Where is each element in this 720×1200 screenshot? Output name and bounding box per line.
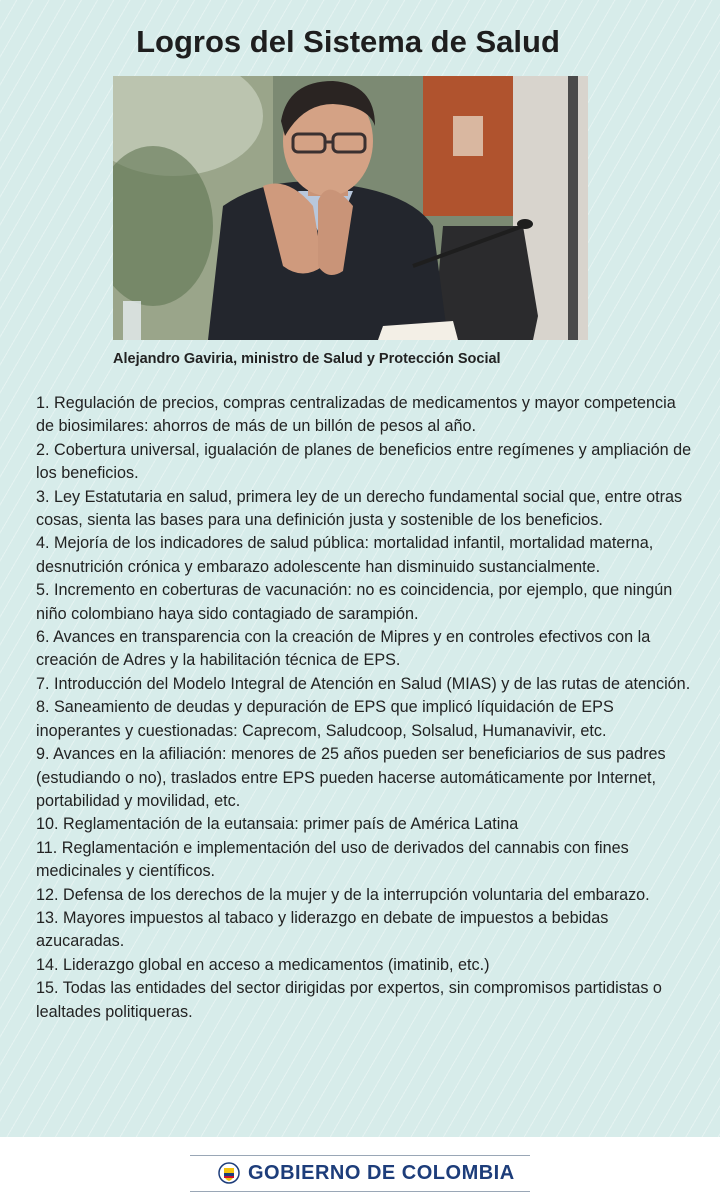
achievements-list xyxy=(36,392,696,1024)
photo-caption: Alejandro Gaviria, ministro de Salud y Protección Social xyxy=(113,351,501,367)
list-item: 10. Reglamentación de la eutansaia: primer país de América Latina xyxy=(36,815,519,834)
list-item: 11. Reglamentación e implementación del uso de derivados del cannabis con fines medicinales y científicos. xyxy=(36,838,629,881)
footer xyxy=(0,1137,720,1200)
list-item: 5. Incremento en coberturas de vacunación: no es coincidencia, por ejemplo, que ningún niño colombiano haya sido contagiado de sarampión. xyxy=(36,581,673,623)
coat-of-arms-icon xyxy=(218,1162,240,1189)
portrait-photo xyxy=(113,76,588,340)
footer-divider-bottom xyxy=(190,1191,530,1192)
list-item: 6. Avances en transparencia con la creación de Mipres y en controles efectivos con la creación de Adres y la habilitación técnica de EPS. xyxy=(36,628,651,670)
footer-divider-top xyxy=(190,1155,530,1156)
list-item: 8. Saneamiento de deudas y depuración de EPS que implicó líquidación de EPS inoperantes y cuestionadas: Caprecom, Saludcoop, Solsalud, Humanavivir, etc. xyxy=(36,698,614,740)
portrait-illustration xyxy=(113,76,588,340)
list-item: 13. Mayores impuestos al tabaco y liderazgo en debate de impuestos a bebidas azucaradas. xyxy=(36,908,609,951)
list-item: 9. Avances en la afiliación: menores de 25 años pueden ser beneficiarios de sus padres (estudiando o no), traslados entre EPS pueden hacerse automáticamente por Internet, portabilidad y movilidad, etc. xyxy=(36,745,666,810)
list-item: 4. Mejoría de los indicadores de salud pública: mortalidad infantil, mortalidad materna, desnutrición crónica y embarazo adolescente han disminuido sustancialmente. xyxy=(36,534,654,576)
footer-label: GOBIERNO DE COLOMBIA xyxy=(248,1162,515,1184)
page-title: Logros del Sistema de Salud xyxy=(136,24,560,59)
list-item: 1. Regulación de precios, compras centralizadas de medicamentos y mayor competencia de biosimilares: ahorros de más de un billón de pesos al año. xyxy=(36,394,676,436)
list-item: 14. Liderazgo global en acceso a medicamentos (imatinib, etc.) xyxy=(36,955,490,974)
list-item: 12. Defensa de los derechos de la mujer y de la interrupción voluntaria del embarazo. xyxy=(36,885,650,904)
list-item: 7. Introducción del Modelo Integral de Atención en Salud (MIAS) y de las rutas de atención. xyxy=(36,674,691,693)
list-item: 3. Ley Estatutaria en salud, primera ley de un derecho fundamental social que, entre otras cosas, sienta las bases para una definición justa y sostenible de los beneficios. xyxy=(36,487,683,530)
list-item: 15. Todas las entidades del sector dirigidas por expertos, sin compromisos partidistas o lealtades politiqueras. xyxy=(36,979,662,1021)
list-item: 2. Cobertura universal, igualación de planes de beneficios entre regímenes y ampliación de los beneficios. xyxy=(36,440,692,483)
